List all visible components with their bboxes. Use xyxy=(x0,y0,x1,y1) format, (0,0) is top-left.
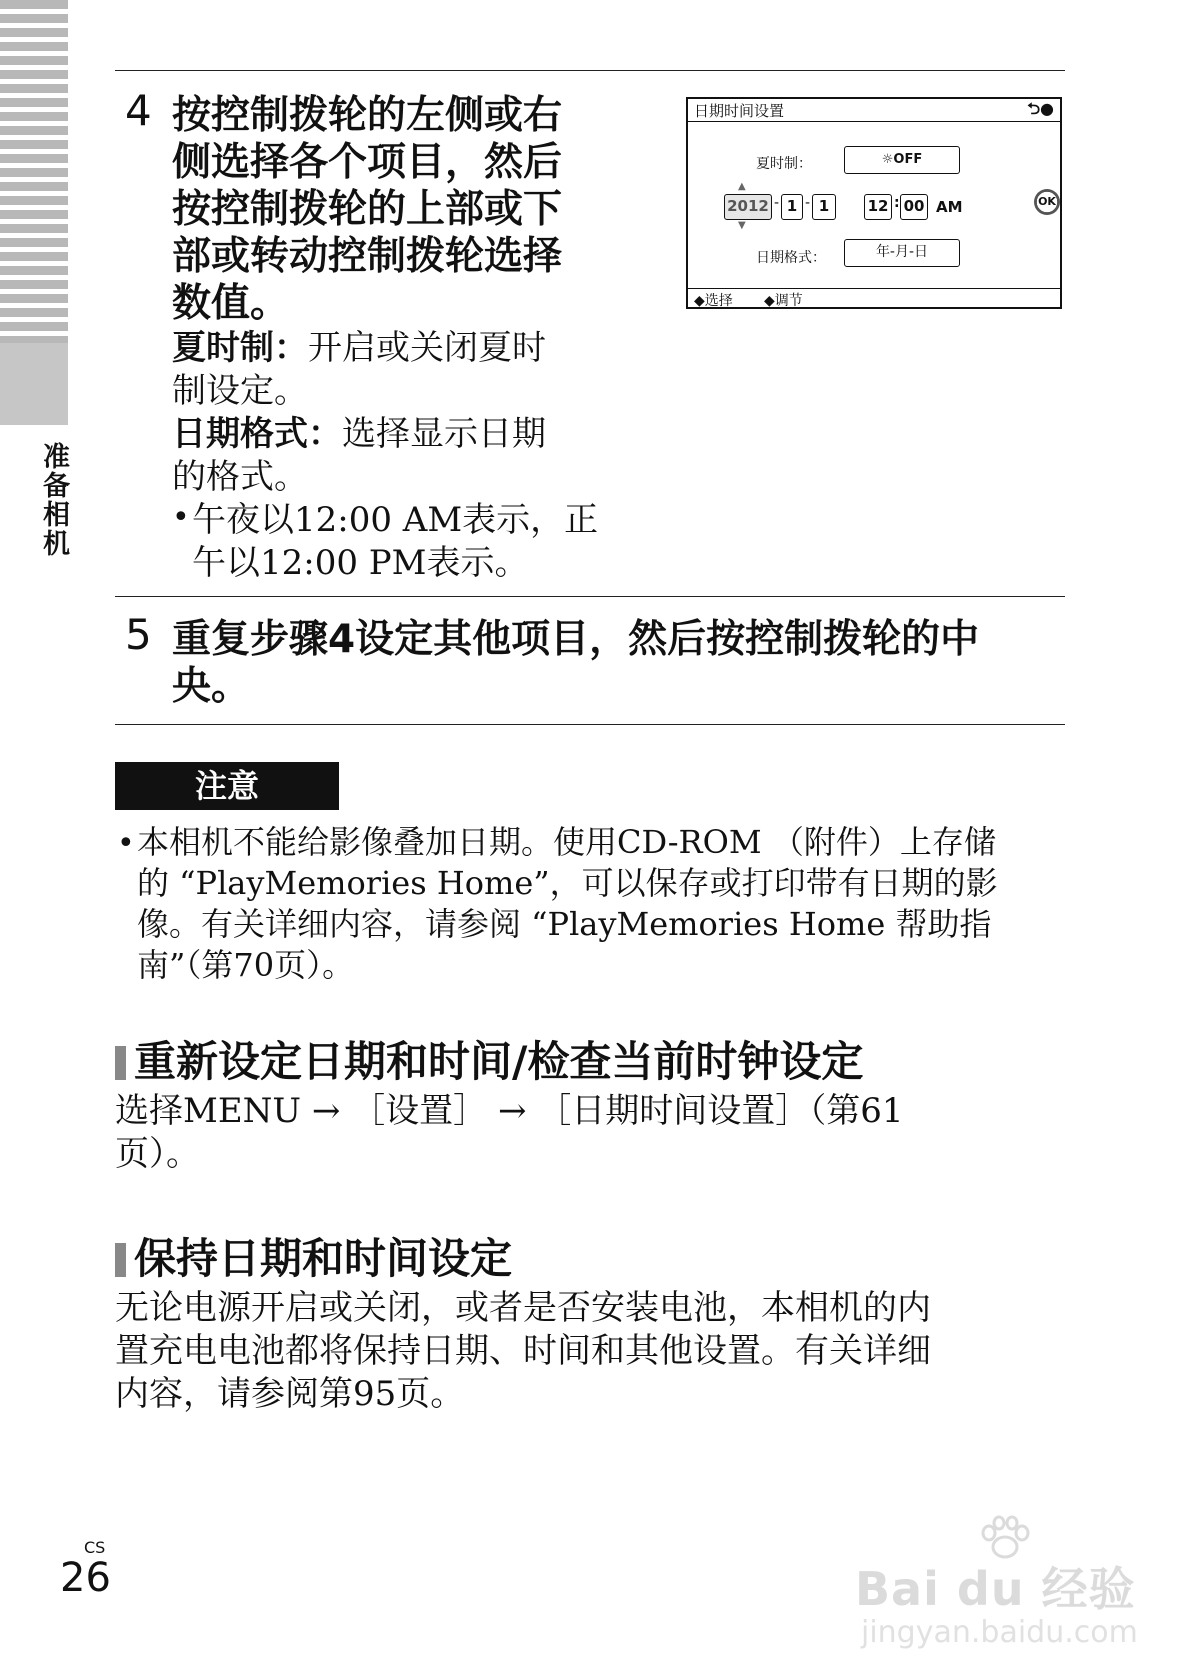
date-separator: - xyxy=(805,195,811,211)
return-icon: ⮌● xyxy=(1027,99,1054,118)
watermark-brand: Bai du 经验 xyxy=(855,1562,1136,1616)
section-heading-text: 重新设定日期和时间/检查当前时钟设定 xyxy=(134,1037,864,1086)
step4-line: 按控制拨轮的左侧或右 xyxy=(172,93,563,138)
screen-title: 日期时间设置 xyxy=(694,102,785,120)
format-desc-line: 的格式。 xyxy=(172,457,308,497)
body-line: 页）。 xyxy=(115,1134,200,1174)
step5-line: 重复步骤4设定其他项目，然后按控制拨轮的中 xyxy=(172,617,980,662)
section-reset-body xyxy=(115,1090,904,1176)
watermark-url: jingyan.baidu.com xyxy=(861,1615,1138,1650)
up-arrow-icon: ▲ xyxy=(738,181,746,192)
dst-value-box[interactable]: ☼OFF xyxy=(844,146,960,174)
midnight-note-line: 午夜以12:00 AM表示，正 xyxy=(192,500,599,540)
body-line: 内容，请参阅第95页。 xyxy=(115,1374,465,1414)
ok-button[interactable]: OK xyxy=(1034,189,1060,215)
footer-adjust-hint: ◆调节 xyxy=(764,293,803,309)
midnight-note-line: 午以12:00 PM表示。 xyxy=(192,543,529,583)
screen-footer-divider xyxy=(688,288,1060,289)
baidu-watermark xyxy=(855,1515,1145,1655)
format-value-box[interactable]: 年-月-日 xyxy=(844,239,960,267)
month-field[interactable]: 1 xyxy=(781,194,803,220)
format-label: 日期格式： xyxy=(756,250,826,266)
section-marker xyxy=(115,1243,126,1277)
note-tag: 注意 xyxy=(115,762,339,810)
dst-desc-line: 开启或关闭夏时 xyxy=(308,328,546,368)
section-heading-text: 保持日期和时间设定 xyxy=(134,1234,513,1283)
format-description xyxy=(172,413,546,499)
bullet-icon: • xyxy=(172,500,190,535)
note-line: 南”（第70页）。 xyxy=(137,946,355,984)
time-separator: : xyxy=(894,195,900,211)
bullet-icon: • xyxy=(117,826,135,861)
top-divider xyxy=(115,70,1065,71)
step4-line: 按控制拨轮的上部或下 xyxy=(172,187,563,232)
down-arrow-icon: ▼ xyxy=(738,220,746,231)
note-line: 的 “PlayMemories Home”，可以保存或打印带有日期的影 xyxy=(137,864,998,902)
step4-line: 部或转动控制拨轮选择 xyxy=(172,234,563,279)
format-desc-line: 选择显示日期 xyxy=(342,414,546,454)
dst-description xyxy=(172,327,546,413)
step4-number: 4 xyxy=(125,86,152,135)
section-keep-body xyxy=(115,1287,931,1416)
section-heading-keep xyxy=(115,1226,512,1286)
ampm-label: AM xyxy=(936,198,963,216)
dst-term: 夏时制： xyxy=(172,328,308,368)
camera-date-time-screen xyxy=(686,97,1062,309)
step4-instruction xyxy=(172,92,562,327)
step5-instruction xyxy=(172,616,979,710)
step-divider xyxy=(115,596,1065,597)
date-separator: - xyxy=(774,195,780,211)
sidebar-tab-block xyxy=(0,343,68,425)
midnight-note xyxy=(192,499,598,585)
note-body xyxy=(137,822,998,986)
note-line: 像。有关详细内容，请参阅 “PlayMemories Home 帮助指 xyxy=(137,905,992,943)
section-heading-reset xyxy=(115,1029,863,1089)
dst-desc-line: 制设定。 xyxy=(172,371,308,411)
dst-label: 夏时制： xyxy=(756,156,812,172)
format-term: 日期格式： xyxy=(172,414,342,454)
step5-line: 央。 xyxy=(172,664,251,709)
minute-field[interactable]: 00 xyxy=(900,194,928,220)
screen-title-divider xyxy=(688,121,1060,122)
body-line: 选择MENU → ［设置］ → ［日期时间设置］（第61 xyxy=(115,1091,904,1131)
footer-select-hint: ◆选择 xyxy=(694,293,733,309)
section-marker xyxy=(115,1046,126,1080)
year-field[interactable]: 2012 xyxy=(724,194,772,220)
page-language-code: CS xyxy=(84,1538,106,1557)
note-line: 本相机不能给影像叠加日期。使用CD-ROM （附件）上存储 xyxy=(137,823,996,861)
step5-number: 5 xyxy=(125,610,152,659)
step4-line: 数值。 xyxy=(172,281,290,326)
body-line: 无论电源开启或关闭，或者是否安装电池，本相机的内 xyxy=(115,1288,931,1328)
step5-bottom-divider xyxy=(115,724,1065,725)
hour-field[interactable]: 12 xyxy=(864,194,892,220)
step4-line: 侧选择各个项目，然后 xyxy=(172,140,563,185)
day-field[interactable]: 1 xyxy=(812,194,836,220)
body-line: 置充电电池都将保持日期、时间和其他设置。有关详细 xyxy=(115,1331,931,1371)
page-number: 26 xyxy=(60,1555,111,1601)
sidebar-section-label: 准备相机 xyxy=(38,442,69,558)
